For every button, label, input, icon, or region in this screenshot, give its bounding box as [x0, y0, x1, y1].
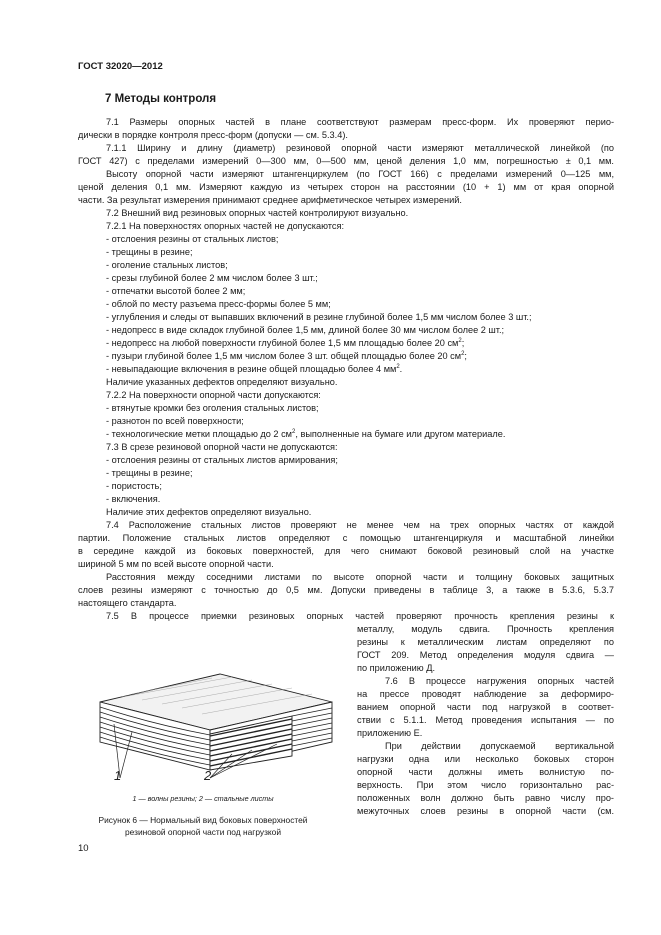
- paragraph-line: ствии с 5.1.1. Метод проведения испытания — по: [357, 715, 614, 725]
- list-item: - включения.: [106, 494, 161, 504]
- list-item: - срезы глубиной более 2 мм числом более 3 шт.;: [106, 273, 318, 283]
- list-item: - углубления и следы от выпавших включений в резине глубиной более 1,5 мм числом более 3 шт.;: [106, 312, 532, 322]
- paragraph-line: положенных волн должно быть равно числу про-: [357, 793, 614, 803]
- bearing-block-drawing: [100, 674, 332, 778]
- paragraph-line: 7.2.2 На поверхности опорной части допускаются:: [106, 390, 321, 400]
- paragraph-line: При действии допускаемой вертикальной: [385, 741, 614, 751]
- paragraph-line: 7.5 В процессе приемки резиновых опорных частей проверяют прочность крепления резины к: [106, 611, 614, 621]
- paragraph-line: ванием опорной части под нагрузкой в соответ-: [357, 702, 614, 712]
- paragraph-line: партии. Положение стальных листов определяют с помощью штангенциркуля и масштабной линейки: [78, 533, 614, 543]
- paragraph-line: нагрузки одна или несколько боковых сторон: [357, 754, 614, 764]
- bearing-figure: [92, 662, 334, 792]
- list-item: - отслоения резины от стальных листов армирования;: [106, 455, 338, 465]
- paragraph-line: Высоту опорной части измеряют штангенциркулем (по ГОСТ 166) с пределами измерений 0—125 мм,: [106, 169, 614, 179]
- list-item: - трещины в резине;: [106, 247, 193, 257]
- paragraph-line: ГОСТ 209. Метод определения модуля сдвига —: [357, 650, 614, 660]
- list-item: - недопресс на любой поверхности глубиной более 1,5 мм площадью более 20 $см^2$;: [106, 338, 465, 348]
- paragraph-line: Наличие этих дефектов определяют визуально.: [106, 507, 312, 517]
- paragraph-line: 7.2 Внешний вид резиновых опорных частей контролируют визуально.: [106, 208, 409, 218]
- figure-legend: 1 — волны резины; 2 — стальные листы: [132, 794, 274, 803]
- list-item: - втянутые кромки без оголения стальных листов;: [106, 403, 319, 413]
- paragraph-line: резины к металлическим листам определяют по: [357, 637, 614, 647]
- figure-caption: Рисунок 6 — Нормальный вид боковых поверхностей: [98, 815, 308, 825]
- paragraph-line: ценой деления 0,1 мм. Измеряют каждую из четырех сторон на расстоянии (10 + 1) мм от края опорной: [78, 182, 614, 192]
- paragraph-line: 7.3 В срезе резиновой опорной части не допускаются:: [106, 442, 338, 452]
- list-item: - облой по месту разъема пресс-формы более 5 мм;: [106, 299, 331, 309]
- list-item: - невыпадающие включения в резине общей площадью более 4 $мм^2$.: [106, 364, 403, 374]
- paragraph-line: 7.1.1 Ширину и длину (диаметр) резиновой опорной части измеряют металлической линейкой (по: [106, 143, 614, 153]
- list-item: - оголение стальных листов;: [106, 260, 228, 270]
- figure-caption: резиновой опорной части под нагрузкой: [124, 827, 282, 837]
- paragraph-line: 7.1 Размеры опорных частей в плане соответствуют размерам пресс-форм. Их проверяют перио-: [106, 117, 614, 127]
- paragraph-line: Наличие указанных дефектов определяют визуально.: [106, 377, 338, 387]
- paragraph-line: на прессе проводят наблюдение за деформиро-: [357, 689, 614, 699]
- figure-label-2: 2: [204, 768, 212, 783]
- list-item: - пористость;: [106, 481, 162, 491]
- section-title: 7 Методы контроля: [105, 93, 217, 105]
- paragraph-line: части. За результат измерения принимают среднее арифметическое четырех измерений.: [78, 195, 462, 205]
- list-item: - пузыри глубиной более 1,5 мм числом более 3 шт. общей площадью более 20 $см^2$;: [106, 351, 467, 361]
- paragraph-line: по приложению Д.: [357, 663, 436, 673]
- document-header: ГОСТ 32020—2012: [78, 61, 163, 72]
- paragraph-line: опорной части должны иметь волнистую по-: [357, 767, 614, 777]
- paragraph-line: в середине каждой из боковых поверхностей, для чего снимают боковой резиновый слой на участке: [78, 546, 614, 556]
- list-item: - отслоения резины от стальных листов;: [106, 234, 279, 244]
- list-item: - отпечатки высотой более 2 мм;: [106, 286, 246, 296]
- paragraph-line: межуточных слоев резины в опорной части (см.: [357, 806, 614, 816]
- paragraph-line: 7.4 Расположение стальных листов проверяют не менее чем на трех опорных частях от каждой: [106, 520, 614, 530]
- paragraph-line: металлу, модуль сдвига. Прочность крепления: [357, 624, 614, 634]
- list-item: - технологические метки площадью до 2 $см^2$, выполненные на бумаге или другом материале.: [106, 429, 506, 439]
- list-item: - разнотон по всей поверхности;: [106, 416, 244, 426]
- paragraph-line: дически в порядке контроля пресс-форм (допуски — см. 5.3.4).: [78, 130, 348, 140]
- paragraph-line: слоев резины измеряют с точностью до 0,5 мм. Допуски приведены в таблице 3, а также в 5.3.6, 5.3.7: [78, 585, 614, 595]
- paragraph-line: приложению Е.: [357, 728, 423, 738]
- page-number: 10: [78, 843, 89, 854]
- list-item: - недопресс в виде складок глубиной более 1,5 мм, длиной более 30 мм числом более 2 шт.;: [106, 325, 505, 335]
- paragraph-line: верхность. При этом число горизонтально рас-: [357, 780, 614, 790]
- list-item: - трещины в резине;: [106, 468, 193, 478]
- paragraph-line: шириной 5 мм по всей высоте опорной части.: [78, 559, 274, 569]
- paragraph-line: настоящего стандарта.: [78, 598, 177, 608]
- figure-label-1: 1: [114, 768, 122, 783]
- paragraph-line: 7.6 В процессе нагружения опорных частей: [385, 676, 614, 686]
- paragraph-line: 7.2.1 На поверхностях опорных частей не допускаются:: [106, 221, 344, 231]
- paragraph-line: Расстояния между соседними листами по высоте опорной части и толщину боковых защитных: [106, 572, 614, 582]
- paragraph-line: ГОСТ 427) с пределами измерений 0—300 мм, 0—500 мм, ценой деления 1,0 мм, погрешностью ± 0,1 мм.: [78, 156, 614, 166]
